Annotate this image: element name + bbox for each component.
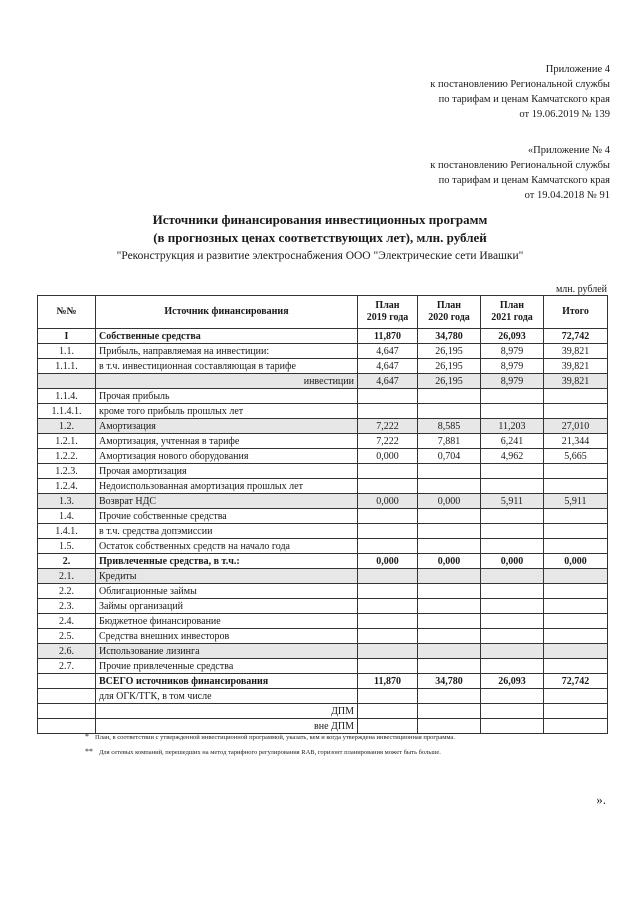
cell-v2019 (358, 614, 418, 629)
cell-v2019 (358, 584, 418, 599)
cell-total (544, 569, 608, 584)
cell-num: 1.2.4. (38, 479, 96, 494)
cell-v2019: 0,000 (358, 449, 418, 464)
cell-name: в т.ч. средства допэмиссии (96, 524, 358, 539)
footnote-text: План, в соответствии с утвержденной инвестиционной программой, указать, кем и когда утверждена инвестиционная программа. (95, 734, 455, 741)
cell-v2021: 6,241 (481, 434, 544, 449)
header-2021-line1: План (499, 300, 525, 311)
header-2019-line2: 2019 года (366, 312, 409, 323)
table-row (38, 584, 608, 599)
table-row (38, 434, 608, 449)
cell-name: Облигационные займы (96, 584, 358, 599)
cell-v2021 (481, 509, 544, 524)
cell-num: 2.6. (38, 644, 96, 659)
table-row (38, 419, 608, 434)
footnote-mark: * (85, 732, 89, 741)
table-row (38, 509, 608, 524)
cell-total (544, 704, 608, 719)
appendix-line: по тарифам и ценам Камчатского края (438, 175, 610, 186)
header-2021-line2: 2021 года (491, 312, 533, 323)
cell-total (544, 659, 608, 674)
appendix-line: от 19.04.2018 № 91 (524, 190, 610, 201)
cell-name: Возврат НДС (96, 494, 358, 509)
cell-v2019: 11,870 (358, 329, 418, 344)
cell-total: 21,344 (544, 434, 608, 449)
cell-num (38, 374, 96, 389)
cell-v2021 (481, 659, 544, 674)
footnote-text: Для сетевых компаний, перешедших на метод тарифного регулирования RAB, горизонт планирования может быть больше. (99, 749, 441, 756)
cell-name: Средства внешних инвесторов (96, 629, 358, 644)
cell-v2020 (418, 464, 481, 479)
cell-num: 1.2.1. (38, 434, 96, 449)
cell-v2021 (481, 614, 544, 629)
cell-total (544, 584, 608, 599)
cell-v2020: 0,000 (418, 554, 481, 569)
footnotes (85, 730, 455, 760)
cell-v2021 (481, 479, 544, 494)
cell-v2020: 34,780 (418, 674, 481, 689)
cell-v2019: 7,222 (358, 419, 418, 434)
appendix-current-block (430, 62, 610, 122)
cell-total (544, 464, 608, 479)
cell-name: ВСЕГО источников финансирования (96, 674, 358, 689)
cell-v2021: 8,979 (481, 359, 544, 374)
cell-v2020 (418, 524, 481, 539)
cell-v2020: 0,000 (418, 494, 481, 509)
header-2020-line2: 2020 года (428, 312, 470, 323)
cell-v2019: 11,870 (358, 674, 418, 689)
cell-name: ДПМ (96, 704, 358, 719)
table-row (38, 614, 608, 629)
cell-v2020: 26,195 (418, 374, 481, 389)
cell-v2020 (418, 569, 481, 584)
cell-v2019 (358, 524, 418, 539)
cell-v2021: 8,979 (481, 374, 544, 389)
cell-v2019 (358, 704, 418, 719)
cell-v2020 (418, 704, 481, 719)
cell-v2020 (418, 629, 481, 644)
cell-name: Остаток собственных средств на начало года (96, 539, 358, 554)
cell-v2019 (358, 599, 418, 614)
cell-total: 27,010 (544, 419, 608, 434)
cell-name: Недоиспользованная амортизация прошлых лет (96, 479, 358, 494)
cell-v2021 (481, 719, 544, 734)
cell-name: Кредиты (96, 569, 358, 584)
cell-total (544, 644, 608, 659)
table-row (38, 569, 608, 584)
header-2021 (481, 296, 544, 329)
cell-name: Использование лизинга (96, 644, 358, 659)
closing-quote: ». (596, 792, 606, 807)
financing-table (37, 295, 608, 734)
appendix-line: от 19.06.2019 № 139 (519, 109, 610, 120)
cell-total (544, 539, 608, 554)
cell-v2020: 26,195 (418, 359, 481, 374)
cell-v2019 (358, 404, 418, 419)
cell-v2021 (481, 569, 544, 584)
table-row (38, 374, 608, 389)
cell-v2021 (481, 404, 544, 419)
header-2020-line1: План (436, 300, 462, 311)
cell-name: Займы организаций (96, 599, 358, 614)
table-row (38, 704, 608, 719)
appendix-line: «Приложение № 4 (527, 145, 610, 156)
cell-total (544, 614, 608, 629)
cell-v2020 (418, 614, 481, 629)
cell-v2020 (418, 644, 481, 659)
table-row (38, 659, 608, 674)
cell-v2021 (481, 539, 544, 554)
cell-total (544, 509, 608, 524)
cell-v2019 (358, 629, 418, 644)
cell-num: I (38, 329, 96, 344)
cell-v2021 (481, 464, 544, 479)
cell-v2020 (418, 689, 481, 704)
cell-total (544, 599, 608, 614)
cell-v2020: 7,881 (418, 434, 481, 449)
cell-v2020: 0,704 (418, 449, 481, 464)
cell-v2019: 4,647 (358, 374, 418, 389)
cell-v2020 (418, 404, 481, 419)
cell-name: в т.ч. инвестиционная составляющая в тарифе (96, 359, 358, 374)
cell-total (544, 689, 608, 704)
cell-num: 2.3. (38, 599, 96, 614)
appendix-line: к постановлению Региональной службы (430, 160, 610, 171)
table-header-row (38, 296, 608, 329)
table-row (38, 599, 608, 614)
cell-num: 2.5. (38, 629, 96, 644)
cell-v2020: 34,780 (418, 329, 481, 344)
cell-num (38, 674, 96, 689)
cell-total (544, 524, 608, 539)
cell-num: 2.4. (38, 614, 96, 629)
cell-num: 1.3. (38, 494, 96, 509)
cell-name: вне ДПМ (96, 719, 358, 734)
cell-name: Прочие собственные средства (96, 509, 358, 524)
table-body (38, 329, 608, 734)
cell-v2019: 7,222 (358, 434, 418, 449)
table-row (38, 404, 608, 419)
appendix-line: Приложение 4 (545, 64, 610, 75)
cell-num: 1.1.4. (38, 389, 96, 404)
cell-num: 1.5. (38, 539, 96, 554)
header-total: Итого (544, 296, 608, 329)
table-row (38, 689, 608, 704)
header-source: Источник финансирования (96, 296, 358, 329)
cell-num: 2.1. (38, 569, 96, 584)
cell-total (544, 629, 608, 644)
cell-total: 72,742 (544, 674, 608, 689)
cell-num: 1.4. (38, 509, 96, 524)
cell-v2021: 4,962 (481, 449, 544, 464)
table-row (38, 464, 608, 479)
document-title (0, 211, 640, 247)
cell-v2019: 4,647 (358, 359, 418, 374)
cell-v2021: 8,979 (481, 344, 544, 359)
cell-v2021: 26,093 (481, 674, 544, 689)
cell-v2020 (418, 584, 481, 599)
cell-v2019 (358, 389, 418, 404)
cell-v2021 (481, 599, 544, 614)
cell-num: 1.2.3. (38, 464, 96, 479)
cell-num: 1.2. (38, 419, 96, 434)
cell-v2021: 11,203 (481, 419, 544, 434)
cell-total (544, 389, 608, 404)
cell-name: Прочие привлеченные средства (96, 659, 358, 674)
cell-v2019 (358, 464, 418, 479)
units-label: млн. рублей (555, 284, 607, 295)
cell-num: 1.2.2. (38, 449, 96, 464)
cell-name: Амортизация нового оборудования (96, 449, 358, 464)
cell-total: 39,821 (544, 374, 608, 389)
cell-num: 2.2. (38, 584, 96, 599)
cell-total: 0,000 (544, 554, 608, 569)
table-row (38, 344, 608, 359)
cell-v2021 (481, 584, 544, 599)
cell-name: кроме того прибыль прошлых лет (96, 404, 358, 419)
table-row (38, 629, 608, 644)
cell-v2021 (481, 644, 544, 659)
cell-v2021: 5,911 (481, 494, 544, 509)
project-name: "Реконструкция и развитие электроснабжения ООО "Электрические сети Ивашки" (116, 250, 524, 262)
cell-v2020 (418, 599, 481, 614)
cell-total: 39,821 (544, 359, 608, 374)
cell-v2021: 0,000 (481, 554, 544, 569)
cell-v2019 (358, 689, 418, 704)
cell-total: 5,665 (544, 449, 608, 464)
table-row (38, 524, 608, 539)
cell-name: Прибыль, направляемая на инвестиции: (96, 344, 358, 359)
table-row (38, 674, 608, 689)
header-2020 (418, 296, 481, 329)
cell-name: Бюджетное финансирование (96, 614, 358, 629)
table-row (38, 389, 608, 404)
cell-v2019 (358, 509, 418, 524)
title-line-1: Источники финансирования инвестиционных программ (152, 212, 488, 227)
cell-name: Привлеченные средства, в т.ч.: (96, 554, 358, 569)
cell-v2020: 8,585 (418, 419, 481, 434)
cell-total: 72,742 (544, 329, 608, 344)
appendix-previous-block (430, 143, 610, 203)
header-2019 (358, 296, 418, 329)
cell-num (38, 704, 96, 719)
cell-v2019 (358, 569, 418, 584)
appendix-line: по тарифам и ценам Камчатского края (438, 94, 610, 105)
table-row (38, 539, 608, 554)
cell-v2021: 26,093 (481, 329, 544, 344)
cell-total (544, 479, 608, 494)
header-num: №№ (38, 296, 96, 329)
cell-v2019: 4,647 (358, 344, 418, 359)
footnote-1 (85, 730, 455, 745)
cell-name: Прочая прибыль (96, 389, 358, 404)
footnote-2 (85, 745, 455, 760)
table-row (38, 449, 608, 464)
cell-v2021 (481, 689, 544, 704)
cell-total: 5,911 (544, 494, 608, 509)
cell-v2020: 26,195 (418, 344, 481, 359)
cell-v2020 (418, 539, 481, 554)
cell-name: Амортизация (96, 419, 358, 434)
cell-v2021 (481, 704, 544, 719)
cell-v2021 (481, 629, 544, 644)
cell-v2019 (358, 644, 418, 659)
title-line-2: (в прогнозных ценах соответствующих лет), млн. рублей (153, 230, 487, 245)
cell-num (38, 689, 96, 704)
cell-name: Прочая амортизация (96, 464, 358, 479)
cell-num: 2.7. (38, 659, 96, 674)
header-2019-line1: План (375, 300, 400, 311)
cell-name: Амортизация, учтенная в тарифе (96, 434, 358, 449)
table-row (38, 359, 608, 374)
footnote-mark: ** (85, 747, 93, 756)
cell-v2019 (358, 539, 418, 554)
cell-total: 39,821 (544, 344, 608, 359)
cell-v2019: 0,000 (358, 494, 418, 509)
appendix-line: к постановлению Региональной службы (430, 79, 610, 90)
cell-total (544, 719, 608, 734)
cell-name: для ОГК/ТГК, в том числе (96, 689, 358, 704)
cell-v2021 (481, 524, 544, 539)
cell-num: 1.1.1. (38, 359, 96, 374)
table-row (38, 329, 608, 344)
table-row (38, 554, 608, 569)
cell-v2019: 0,000 (358, 554, 418, 569)
cell-v2019 (358, 479, 418, 494)
cell-name: Собственные средства (96, 329, 358, 344)
cell-v2020 (418, 509, 481, 524)
cell-v2021 (481, 389, 544, 404)
cell-v2019 (358, 659, 418, 674)
cell-v2020 (418, 389, 481, 404)
cell-num: 1.1.4.1. (38, 404, 96, 419)
cell-num: 1.4.1. (38, 524, 96, 539)
cell-v2020 (418, 659, 481, 674)
table-row (38, 479, 608, 494)
cell-v2020 (418, 479, 481, 494)
table-row (38, 494, 608, 509)
table-row (38, 644, 608, 659)
cell-num: 2. (38, 554, 96, 569)
cell-num: 1.1. (38, 344, 96, 359)
cell-name: инвестиции (96, 374, 358, 389)
cell-total (544, 404, 608, 419)
